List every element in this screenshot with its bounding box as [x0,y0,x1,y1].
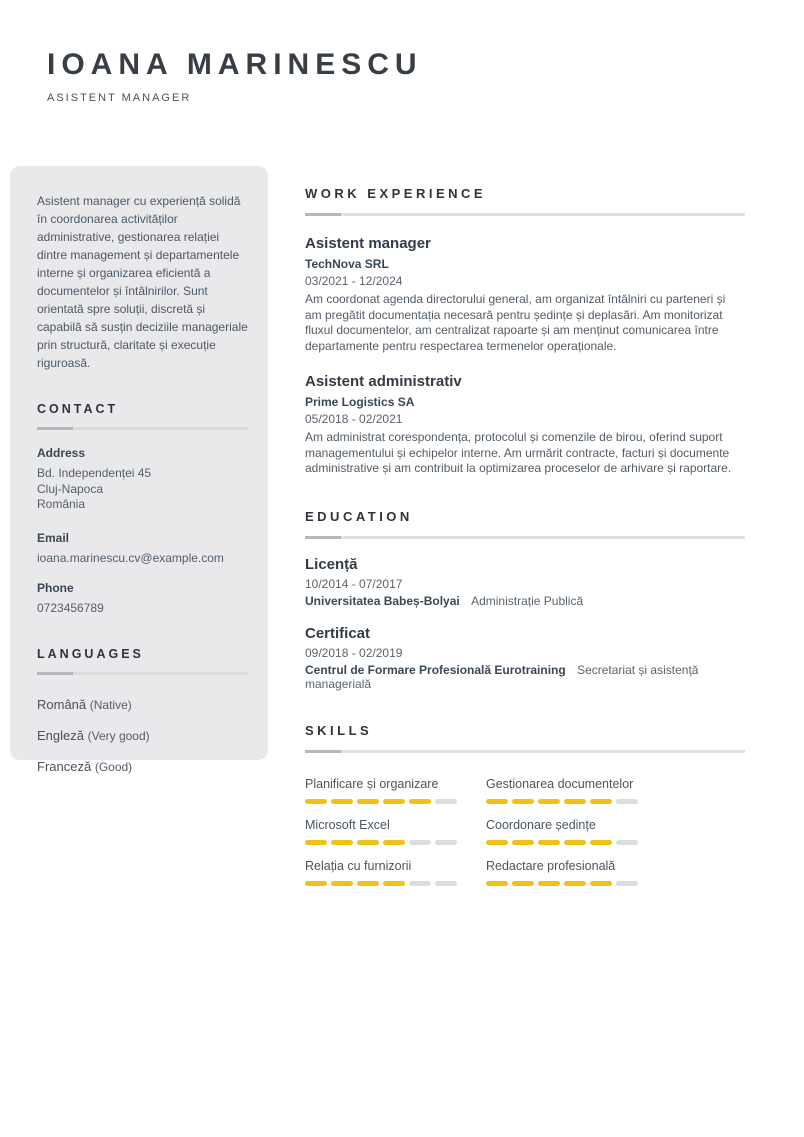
skill-name: Coordonare ședințe [486,817,596,832]
skill-name: Gestionarea documentelor [486,776,634,791]
skill-segment-filled [590,881,612,886]
education-field: Secretariat și asistență managerială [305,662,699,691]
education-school-line [305,594,745,608]
skill-segment-empty [616,881,638,886]
skill-segment-empty [435,881,457,886]
language-name: Franceză [37,758,92,774]
job-company: Prime Logistics SA [305,395,415,409]
skill-segment-filled [383,799,405,804]
education-school: Centrul de Formare Profesională Eurotraining [305,662,566,677]
contact-address [37,446,248,513]
skill-segment-filled [383,840,405,845]
education-school: Universitatea Babeș-Bolyai [305,593,460,608]
job-period: 03/2021 - 12/2024 [305,274,403,288]
job-description: Am administrat corespondența, protocolul și comenzile de birou, oferind suport managementului și echipelor interne. Am urmărit contracte, facturi și documente administrative și am contribuit la optimizarea proceselor de arhivare și raportare. [305,430,732,475]
skills-section [305,723,745,886]
language-level: (Very good) [87,728,150,743]
skill-item [305,777,486,804]
skill-name: Relația cu furnizorii [305,858,412,873]
skill-segment-empty [616,799,638,804]
job-company: TechNova SRL [305,257,389,271]
language-list [37,697,248,774]
skill-level-bar [486,881,745,886]
email-value: ioana.marinescu.cv@example.com [37,550,224,565]
skill-segment-filled [486,799,508,804]
address-line: Cluj-Napoca [37,481,104,496]
person-job-title: ASISTENT MANAGER [47,92,192,104]
education-period: 10/2014 - 07/2017 [305,576,403,591]
skill-segment-filled [538,881,560,886]
skill-level-bar [305,881,486,886]
skill-segment-empty [435,840,457,845]
education-field: Administrație Publică [471,593,584,608]
contact-phone [37,581,248,617]
work-divider [305,213,745,216]
language-item [37,728,248,743]
skill-item [486,777,745,804]
job-period: 05/2018 - 02/2021 [305,412,403,426]
address-line: Bd. Independenței 45 [37,466,152,480]
languages-heading: LANGUAGES [37,646,144,661]
skill-level-bar [305,840,486,845]
skills-heading: SKILLS [305,722,373,738]
skill-segment-filled [357,840,379,845]
address-line: România [37,497,86,511]
main-column [305,186,745,886]
skill-segment-filled [357,799,379,804]
skill-segment-filled [383,881,405,886]
skill-segment-empty [435,799,457,804]
language-level: (Good) [94,759,133,774]
skill-segment-filled [357,881,379,886]
skill-segment-filled [305,840,327,845]
skill-name: Microsoft Excel [305,817,390,832]
skills-grid [305,777,745,886]
contact-divider [37,427,248,430]
education-school-line [305,663,745,691]
language-item [37,759,248,774]
language-level: (Native) [89,697,132,712]
job-title: Asistent manager [305,235,431,252]
language-name: Engleză [37,727,84,743]
job-entry [305,235,745,354]
profile-summary: Asistent manager cu experiență solidă în coordonarea activităților administrative, gestionarea relației dintre management și departamentele interne și organizarea eficientă a documentelor și întâlnirilor. Sunt orientată spre soluții, discretă și capabilă să susțin deciziile manageriale prin structură, claritate și execuție riguroasă. [37,194,248,370]
email-label: Email [37,530,70,545]
address-label: Address [37,446,86,460]
skill-level-bar [305,799,486,804]
language-name: Română [37,696,87,712]
skill-segment-filled [590,799,612,804]
skill-segment-filled [305,881,327,886]
education-entry [305,556,745,608]
skill-segment-empty [616,840,638,845]
skill-segment-filled [331,799,353,804]
skill-segment-filled [512,881,534,886]
education-divider [305,536,745,539]
skill-name: Planificare și organizare [305,776,439,791]
skill-segment-filled [409,799,431,804]
skill-name: Redactare profesională [486,858,616,873]
contact-heading: CONTACT [37,402,119,416]
skill-level-bar [486,840,745,845]
skill-level-bar [486,799,745,804]
header [47,48,423,104]
skill-segment-filled [486,881,508,886]
skill-segment-empty [409,840,431,845]
skill-segment-filled [538,799,560,804]
education-heading: EDUCATION [305,508,413,524]
skill-segment-filled [305,799,327,804]
skill-segment-filled [564,840,586,845]
language-item [37,697,248,712]
skill-segment-filled [512,840,534,845]
skill-segment-empty [409,881,431,886]
education-degree: Licență [305,555,358,573]
phone-value: 0723456789 [37,601,104,615]
job-title: Asistent administrativ [305,373,462,390]
person-name: IOANA MARINESCU [47,48,423,81]
job-entry [305,373,745,477]
skill-segment-filled [512,799,534,804]
skills-divider [305,750,745,753]
work-experience-heading: WORK EXPERIENCE [305,186,487,201]
skill-segment-filled [564,799,586,804]
sidebar [10,166,268,774]
education-period: 09/2018 - 02/2019 [305,645,403,660]
skill-item [305,859,486,886]
skill-segment-filled [590,840,612,845]
skill-segment-filled [331,881,353,886]
skill-item [486,859,745,886]
education-degree: Certificat [305,624,371,642]
education-entry [305,625,745,691]
skill-segment-filled [564,881,586,886]
languages-divider [37,672,248,675]
phone-label: Phone [37,581,74,595]
skill-item [486,818,745,845]
skill-segment-filled [538,840,560,845]
skill-item [305,818,486,845]
skill-segment-filled [486,840,508,845]
job-description: Am coordonat agenda directorului general, am organizat întâlniri cu parteneri și am pregătit documentația necesară pentru ședințe și deplasări. Am monitorizat fluxul documentelor, am centralizat rapoarte și am menținut comunicarea între departamente pentru respectarea termenelor operaționale. [305,292,726,353]
skill-segment-filled [331,840,353,845]
contact-email [37,531,248,567]
education-section [305,509,745,691]
